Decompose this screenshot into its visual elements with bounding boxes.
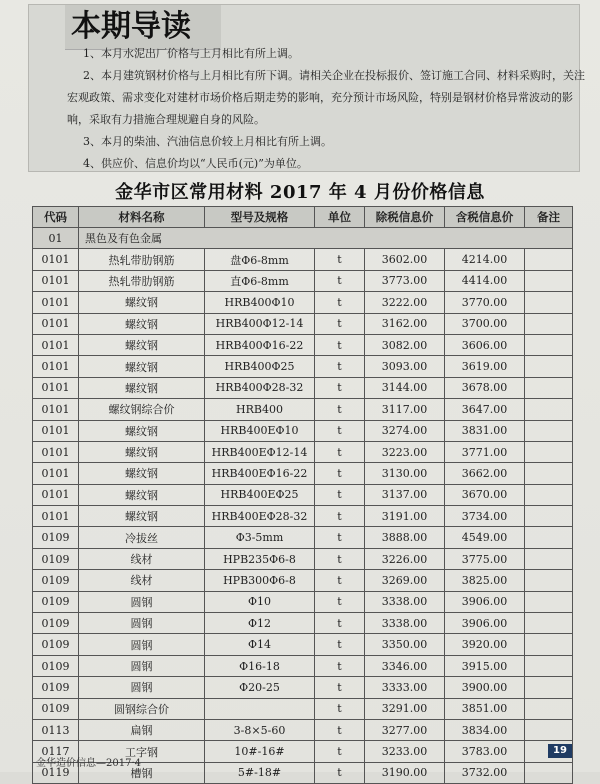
row-spec: Φ3-5mm xyxy=(205,527,315,548)
row-material-name: 冷拔丝 xyxy=(79,527,205,548)
row-code: 0109 xyxy=(33,570,79,591)
row-spec: HRB400Φ28-32 xyxy=(205,377,315,398)
table-body xyxy=(33,228,573,784)
row-price-inc-tax: 3831.00 xyxy=(445,420,525,441)
group-name: 黑色及有色金属 xyxy=(79,228,573,249)
row-price-ex-tax: 3338.00 xyxy=(365,613,445,634)
row-remark xyxy=(525,634,573,655)
row-remark xyxy=(525,762,573,783)
row-unit: t xyxy=(315,463,365,484)
row-material-name: 工字钢 xyxy=(79,741,205,762)
group-row xyxy=(33,228,573,249)
row-code: 0101 xyxy=(33,377,79,398)
row-price-ex-tax: 3888.00 xyxy=(365,527,445,548)
row-remark xyxy=(525,292,573,313)
row-remark xyxy=(525,377,573,398)
row-material-name: 螺纹钢 xyxy=(79,377,205,398)
row-spec: HPB300Φ6-8 xyxy=(205,570,315,591)
row-price-ex-tax: 3137.00 xyxy=(365,484,445,505)
row-spec: Φ20-25 xyxy=(205,677,315,698)
table-row xyxy=(33,570,573,591)
row-price-ex-tax: 3773.00 xyxy=(365,270,445,291)
row-unit: t xyxy=(315,677,365,698)
row-remark xyxy=(525,655,573,676)
intro-line: 2、本月建筑钢材价格与上月相比有所下调。请相关企业在投标报价、签订施工合同、材料采购时，关注 xyxy=(83,69,585,82)
row-price-ex-tax: 3191.00 xyxy=(365,506,445,527)
row-material-name: 槽钢 xyxy=(79,762,205,783)
row-price-ex-tax: 3093.00 xyxy=(365,356,445,377)
row-code: 0117 xyxy=(33,741,79,762)
intro-line: 宏观政策、需求变化对建材市场价格后期走势的影响，充分预计市场风险，特别是钢材价格异常波动的影 xyxy=(67,91,573,104)
row-price-inc-tax: 3825.00 xyxy=(445,570,525,591)
intro-title: 本期导读 xyxy=(65,5,221,50)
header-inc-tax: 含税信息价 xyxy=(445,207,525,228)
row-price-ex-tax: 3082.00 xyxy=(365,334,445,355)
table-row xyxy=(33,463,573,484)
row-code: 0101 xyxy=(33,292,79,313)
intro-line: 4、供应价、信息价均以“人民币(元)”为单位。 xyxy=(83,157,308,170)
row-code: 0101 xyxy=(33,441,79,462)
table-row xyxy=(33,677,573,698)
table-row xyxy=(33,613,573,634)
table-row xyxy=(33,506,573,527)
row-code: 0101 xyxy=(33,484,79,505)
group-code: 01 xyxy=(33,228,79,249)
row-spec: HRB400Φ10 xyxy=(205,292,315,313)
header-unit: 单位 xyxy=(315,207,365,228)
row-spec: Φ14 xyxy=(205,634,315,655)
table-row xyxy=(33,548,573,569)
row-code: 0109 xyxy=(33,548,79,569)
row-material-name: 螺纹钢 xyxy=(79,420,205,441)
row-material-name: 线材 xyxy=(79,570,205,591)
row-code: 0109 xyxy=(33,634,79,655)
row-unit: t xyxy=(315,613,365,634)
table-row xyxy=(33,591,573,612)
row-unit: t xyxy=(315,292,365,313)
row-price-ex-tax: 3222.00 xyxy=(365,292,445,313)
row-unit: t xyxy=(315,527,365,548)
intro-lines xyxy=(67,43,587,175)
table-row xyxy=(33,634,573,655)
row-spec: 3-8×5-60 xyxy=(205,719,315,740)
row-material-name: 扁钢 xyxy=(79,719,205,740)
row-spec: Φ12 xyxy=(205,613,315,634)
row-code: 0101 xyxy=(33,270,79,291)
intro-line: 3、本月的柴油、汽油信息价较上月相比有所上调。 xyxy=(83,135,332,148)
row-code: 0101 xyxy=(33,356,79,377)
row-unit: t xyxy=(315,484,365,505)
row-remark xyxy=(525,249,573,270)
row-price-ex-tax: 3274.00 xyxy=(365,420,445,441)
row-remark xyxy=(525,270,573,291)
table-row xyxy=(33,249,573,270)
row-unit: t xyxy=(315,441,365,462)
row-spec: HRB400Φ25 xyxy=(205,356,315,377)
row-spec: HRB400EΦ25 xyxy=(205,484,315,505)
row-remark xyxy=(525,677,573,698)
row-code: 0119 xyxy=(33,762,79,783)
table-row xyxy=(33,420,573,441)
row-price-ex-tax: 3277.00 xyxy=(365,719,445,740)
row-material-name: 圆钢综合价 xyxy=(79,698,205,719)
row-code: 0101 xyxy=(33,420,79,441)
row-price-ex-tax: 3346.00 xyxy=(365,655,445,676)
row-spec xyxy=(205,698,315,719)
row-material-name: 圆钢 xyxy=(79,634,205,655)
price-table xyxy=(32,206,573,784)
row-unit: t xyxy=(315,591,365,612)
table-title: 金华市区常用材料 2017 年 4 月份价格信息 xyxy=(115,182,485,203)
table-row xyxy=(33,270,573,291)
row-price-inc-tax: 4214.00 xyxy=(445,249,525,270)
row-material-name: 螺纹钢 xyxy=(79,313,205,334)
row-price-ex-tax: 3602.00 xyxy=(365,249,445,270)
row-unit: t xyxy=(315,741,365,762)
row-material-name: 热轧带肋钢筋 xyxy=(79,249,205,270)
row-price-ex-tax: 3117.00 xyxy=(365,399,445,420)
row-spec: 5#-18# xyxy=(205,762,315,783)
row-unit: t xyxy=(315,506,365,527)
table-row xyxy=(33,292,573,313)
row-price-ex-tax: 3190.00 xyxy=(365,762,445,783)
row-price-inc-tax: 3619.00 xyxy=(445,356,525,377)
row-spec: HRB400 xyxy=(205,399,315,420)
row-price-inc-tax: 3775.00 xyxy=(445,548,525,569)
row-code: 0101 xyxy=(33,334,79,355)
row-spec: HRB400Φ16-22 xyxy=(205,334,315,355)
table-row xyxy=(33,698,573,719)
row-price-inc-tax: 3662.00 xyxy=(445,463,525,484)
row-price-inc-tax: 3670.00 xyxy=(445,484,525,505)
row-price-inc-tax: 3700.00 xyxy=(445,313,525,334)
row-material-name: 线材 xyxy=(79,548,205,569)
row-material-name: 圆钢 xyxy=(79,613,205,634)
row-remark xyxy=(525,591,573,612)
row-unit: t xyxy=(315,377,365,398)
row-material-name: 螺纹钢 xyxy=(79,292,205,313)
table-row xyxy=(33,313,573,334)
row-material-name: 螺纹钢 xyxy=(79,463,205,484)
row-price-inc-tax: 3732.00 xyxy=(445,762,525,783)
row-price-ex-tax: 3233.00 xyxy=(365,741,445,762)
row-unit: t xyxy=(315,719,365,740)
row-remark xyxy=(525,334,573,355)
price-table-wrapper xyxy=(32,206,572,784)
row-code: 0113 xyxy=(33,719,79,740)
row-price-inc-tax: 3678.00 xyxy=(445,377,525,398)
row-spec: HPB235Φ6-8 xyxy=(205,548,315,569)
table-row xyxy=(33,655,573,676)
row-spec: HRB400Φ12-14 xyxy=(205,313,315,334)
row-price-inc-tax: 3647.00 xyxy=(445,399,525,420)
header-ex-tax: 除税信息价 xyxy=(365,207,445,228)
row-remark xyxy=(525,420,573,441)
row-code: 0101 xyxy=(33,249,79,270)
row-spec: 盘Φ6-8mm xyxy=(205,249,315,270)
row-code: 0109 xyxy=(33,655,79,676)
row-remark xyxy=(525,698,573,719)
row-material-name: 螺纹钢 xyxy=(79,484,205,505)
header-name: 材料名称 xyxy=(79,207,205,228)
row-code: 0109 xyxy=(33,527,79,548)
row-material-name: 圆钢 xyxy=(79,591,205,612)
row-remark xyxy=(525,506,573,527)
row-material-name: 螺纹钢综合价 xyxy=(79,399,205,420)
row-remark xyxy=(525,313,573,334)
row-price-inc-tax: 3900.00 xyxy=(445,677,525,698)
row-remark xyxy=(525,463,573,484)
row-unit: t xyxy=(315,399,365,420)
row-spec: HRB400EΦ28-32 xyxy=(205,506,315,527)
row-material-name: 螺纹钢 xyxy=(79,506,205,527)
row-material-name: 螺纹钢 xyxy=(79,334,205,355)
row-price-ex-tax: 3223.00 xyxy=(365,441,445,462)
row-code: 0109 xyxy=(33,677,79,698)
header-spec: 型号及规格 xyxy=(205,207,315,228)
row-price-ex-tax: 3130.00 xyxy=(365,463,445,484)
row-material-name: 圆钢 xyxy=(79,677,205,698)
row-unit: t xyxy=(315,313,365,334)
row-price-inc-tax: 3906.00 xyxy=(445,591,525,612)
table-row xyxy=(33,334,573,355)
table-row xyxy=(33,399,573,420)
row-price-ex-tax: 3269.00 xyxy=(365,570,445,591)
table-row xyxy=(33,719,573,740)
table-row xyxy=(33,356,573,377)
row-unit: t xyxy=(315,762,365,783)
intro-line: 响，采取有力措施合理规避自身的风险。 xyxy=(67,113,265,126)
row-unit: t xyxy=(315,634,365,655)
row-price-ex-tax: 3162.00 xyxy=(365,313,445,334)
row-price-inc-tax: 3606.00 xyxy=(445,334,525,355)
row-remark xyxy=(525,719,573,740)
row-price-inc-tax: 3771.00 xyxy=(445,441,525,462)
row-price-inc-tax: 3906.00 xyxy=(445,613,525,634)
row-spec: HRB400EΦ16-22 xyxy=(205,463,315,484)
row-price-inc-tax: 4549.00 xyxy=(445,527,525,548)
row-code: 0101 xyxy=(33,399,79,420)
table-row xyxy=(33,484,573,505)
row-unit: t xyxy=(315,334,365,355)
row-unit: t xyxy=(315,270,365,291)
row-price-inc-tax: 4414.00 xyxy=(445,270,525,291)
row-unit: t xyxy=(315,570,365,591)
row-price-ex-tax: 3350.00 xyxy=(365,634,445,655)
row-price-inc-tax: 3851.00 xyxy=(445,698,525,719)
row-remark xyxy=(525,613,573,634)
row-remark xyxy=(525,441,573,462)
row-price-inc-tax: 3770.00 xyxy=(445,292,525,313)
row-price-ex-tax: 3291.00 xyxy=(365,698,445,719)
row-material-name: 热轧带肋钢筋 xyxy=(79,270,205,291)
table-header-row xyxy=(33,207,573,228)
row-code: 0101 xyxy=(33,506,79,527)
footer-publication: 金华造价信息—2017·4 xyxy=(36,758,141,769)
row-code: 0101 xyxy=(33,313,79,334)
row-code: 0101 xyxy=(33,463,79,484)
row-unit: t xyxy=(315,420,365,441)
row-price-ex-tax: 3144.00 xyxy=(365,377,445,398)
row-code: 0109 xyxy=(33,698,79,719)
row-unit: t xyxy=(315,249,365,270)
row-spec: 直Φ6-8mm xyxy=(205,270,315,291)
row-price-ex-tax: 3338.00 xyxy=(365,591,445,612)
row-unit: t xyxy=(315,356,365,377)
intro-box xyxy=(28,4,585,172)
row-material-name: 螺纹钢 xyxy=(79,356,205,377)
table-row xyxy=(33,527,573,548)
row-material-name: 螺纹钢 xyxy=(79,441,205,462)
table-row xyxy=(33,377,573,398)
row-spec: Φ10 xyxy=(205,591,315,612)
header-code: 代码 xyxy=(33,207,79,228)
row-spec: 10#-16# xyxy=(205,741,315,762)
intro-line: 1、本月水泥出厂价格与上月相比有所上调。 xyxy=(83,47,299,60)
row-remark xyxy=(525,484,573,505)
row-spec: HRB400EΦ10 xyxy=(205,420,315,441)
row-unit: t xyxy=(315,548,365,569)
row-spec: Φ16-18 xyxy=(205,655,315,676)
row-code: 0109 xyxy=(33,613,79,634)
row-price-inc-tax: 3920.00 xyxy=(445,634,525,655)
row-price-inc-tax: 3734.00 xyxy=(445,506,525,527)
row-price-inc-tax: 3783.00 xyxy=(445,741,525,762)
row-remark xyxy=(525,548,573,569)
row-remark xyxy=(525,570,573,591)
row-remark xyxy=(525,399,573,420)
row-price-inc-tax: 3915.00 xyxy=(445,655,525,676)
row-spec: HRB400EΦ12-14 xyxy=(205,441,315,462)
row-price-ex-tax: 3226.00 xyxy=(365,548,445,569)
table-row xyxy=(33,441,573,462)
row-code: 0109 xyxy=(33,591,79,612)
row-price-inc-tax: 3834.00 xyxy=(445,719,525,740)
row-price-ex-tax: 3333.00 xyxy=(365,677,445,698)
page-number: 19 xyxy=(548,744,572,758)
header-remark: 备注 xyxy=(525,207,573,228)
row-unit: t xyxy=(315,698,365,719)
row-remark xyxy=(525,356,573,377)
row-remark xyxy=(525,527,573,548)
row-material-name: 圆钢 xyxy=(79,655,205,676)
row-unit: t xyxy=(315,655,365,676)
